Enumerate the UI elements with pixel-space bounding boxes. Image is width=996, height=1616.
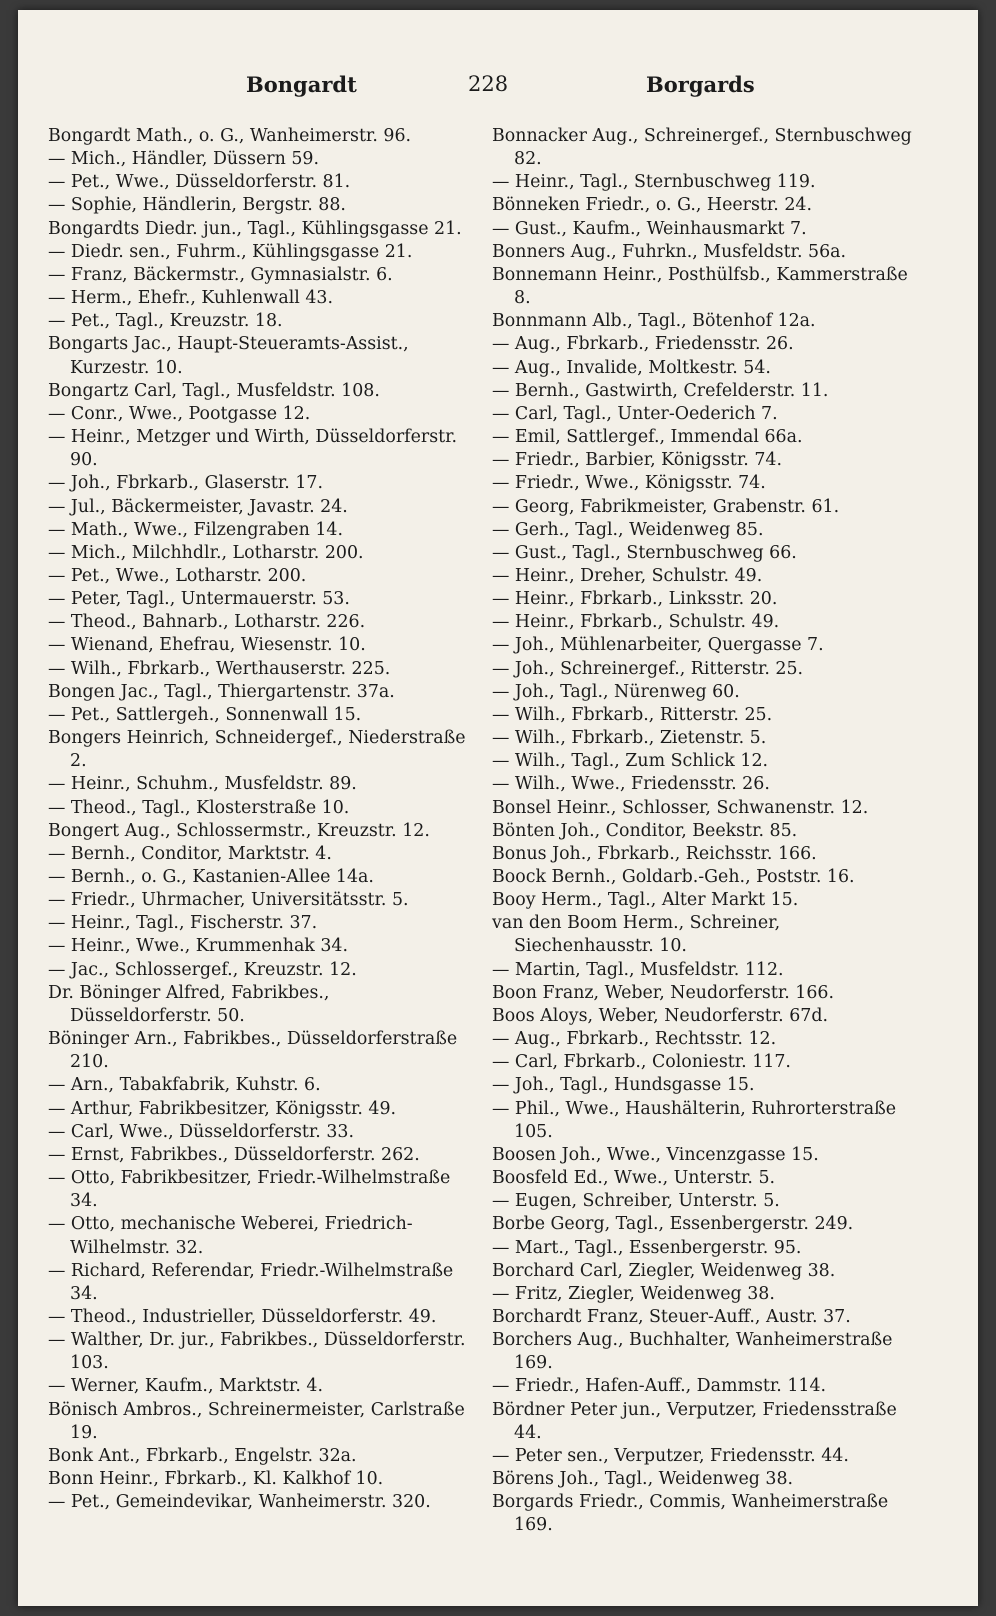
directory-entry: — Heinr., Metzger und Wirth, Düsseldorferstr. 90. bbox=[48, 427, 458, 471]
directory-entry: — Bernh., Gastwirth, Crefelderstr. 11. bbox=[492, 380, 829, 401]
directory-entry: — Peter, Tagl., Untermauerstr. 53. bbox=[48, 589, 350, 610]
directory-entry: Borchers Aug., Buchhalter, Wanheimerstraße 169. bbox=[492, 1330, 893, 1374]
header-right-keyword: Borgards bbox=[646, 72, 755, 97]
directory-entry: — Heinr., Tagl., Sternbuschweg 119. bbox=[492, 172, 816, 193]
directory-entry: — Pet., Sattlergeh., Sonnenwall 15. bbox=[48, 704, 362, 725]
directory-entry: — Pet., Gemeindevikar, Wanheimerstr. 320. bbox=[48, 1492, 431, 1513]
directory-entry: — Arn., Tabakfabrik, Kuhstr. 6. bbox=[48, 1075, 321, 1096]
directory-entry: Bongardt Math., o. G., Wanheimerstr. 96. bbox=[48, 126, 412, 146]
directory-entry: Boosen Joh., Wwe., Vincenzgasse 15. bbox=[492, 1144, 819, 1165]
directory-entry: — Aug., Invalide, Moltkestr. 54. bbox=[492, 357, 771, 378]
directory-entry: — Heinr., Fbrkarb., Linksstr. 20. bbox=[492, 589, 778, 610]
header-left-keyword: Bongardt bbox=[246, 72, 357, 97]
directory-entry: — Peter sen., Verputzer, Friedensstr. 44. bbox=[492, 1445, 849, 1466]
directory-entry: Bonsel Heinr., Schlosser, Schwanenstr. 12. bbox=[492, 797, 869, 818]
directory-entry: — Heinr., Wwe., Krummenhak 34. bbox=[48, 936, 349, 957]
directory-entry: — Franz, Bäckermstr., Gymnasialstr. 6. bbox=[48, 264, 393, 285]
directory-entry: — Heinr., Tagl., Fischerstr. 37. bbox=[48, 913, 318, 934]
directory-entry: — Mart., Tagl., Essenbergerstr. 95. bbox=[492, 1237, 802, 1258]
directory-entry: Borchardt Franz, Steuer-Auff., Austr. 37. bbox=[492, 1306, 851, 1327]
directory-entry: — Theod., Bahnarb., Lotharstr. 226. bbox=[48, 612, 366, 633]
directory-entry: — Otto, Fabrikbesitzer, Friedr.-Wilhelmstraße 34. bbox=[48, 1168, 451, 1212]
directory-entry: — Math., Wwe., Filzengraben 14. bbox=[48, 519, 343, 540]
directory-entry: Bonnmann Alb., Tagl., Bötenhof 12a. bbox=[492, 311, 816, 332]
directory-entry: — Wilh., Fbrkarb., Ritterstr. 25. bbox=[492, 704, 773, 725]
directory-entry: Bönisch Ambros., Schreinermeister, Carlstraße 19. bbox=[48, 1399, 465, 1443]
directory-entry: Bördner Peter jun., Verputzer, Friedensstraße 44. bbox=[492, 1399, 897, 1443]
directory-entry: — Bernh., o. G., Kastanien-Allee 14a. bbox=[48, 867, 374, 887]
directory-entry: — Jul., Bäckermeister, Javastr. 24. bbox=[48, 496, 348, 517]
left-column bbox=[48, 125, 468, 1514]
directory-entry: — Gust., Kaufm., Weinhausmarkt 7. bbox=[492, 218, 807, 239]
directory-entry: Borgards Friedr., Commis, Wanheimerstraße 169. bbox=[492, 1492, 889, 1536]
directory-entry: Börens Joh., Tagl., Weidenweg 38. bbox=[492, 1469, 794, 1490]
directory-entry: — Emil, Sattlergef., Immendal 66a. bbox=[492, 427, 803, 448]
directory-entry: — Theod., Industrieller, Düsseldorferstr. 49. bbox=[48, 1306, 437, 1327]
directory-entry: — Mich., Milchhdlr., Lotharstr. 200. bbox=[48, 542, 364, 563]
directory-entry: Bönten Joh., Conditor, Beekstr. 85. bbox=[492, 820, 798, 841]
directory-entry: — Joh., Mühlenarbeiter, Quergasse 7. bbox=[492, 635, 824, 656]
page-number: 228 bbox=[468, 72, 509, 96]
directory-entry: Bongen Jac., Tagl., Thiergartenstr. 37a. bbox=[48, 681, 395, 702]
directory-entry: Bonners Aug., Fuhrkn., Musfeldstr. 56a. bbox=[492, 241, 847, 262]
directory-entry: Bonn Heinr., Fbrkarb., Kl. Kalkhof 10. bbox=[48, 1469, 384, 1490]
directory-entry: Bonnemann Heinr., Posthülfsb., Kammerstraße 8. bbox=[492, 264, 908, 309]
directory-entry: Bönneken Friedr., o. G., Heerstr. 24. bbox=[492, 195, 813, 216]
directory-entry: — Gust., Tagl., Sternbuschweg 66. bbox=[492, 542, 797, 563]
directory-entry: — Heinr., Fbrkarb., Schulstr. 49. bbox=[492, 612, 780, 633]
directory-entry: Boos Aloys, Weber, Neudorferstr. 67d. bbox=[492, 1005, 829, 1026]
directory-entry: — Heinr., Schuhm., Musfeldstr. 89. bbox=[48, 774, 357, 795]
directory-entry: — Ernst, Fabrikbes., Düsseldorferstr. 262. bbox=[48, 1144, 420, 1165]
directory-entry: — Pet., Tagl., Kreuzstr. 18. bbox=[48, 311, 283, 332]
directory-entry: — Mich., Händler, Düssern 59. bbox=[48, 149, 319, 170]
directory-entry: Bongers Heinrich, Schneidergef., Niederstraße 2. bbox=[48, 728, 466, 772]
right-column bbox=[492, 125, 912, 1538]
page-header bbox=[18, 72, 978, 102]
directory-page bbox=[18, 10, 978, 1606]
directory-entry: Bonk Ant., Fbrkarb., Engelstr. 32a. bbox=[48, 1445, 357, 1466]
directory-entry: — Carl, Fbrkarb., Coloniestr. 117. bbox=[492, 1052, 791, 1073]
directory-entry: Bongardts Diedr. jun., Tagl., Kühlingsgasse 21. bbox=[48, 218, 462, 239]
directory-entry: — Joh., Schreinergef., Ritterstr. 25. bbox=[492, 658, 804, 679]
directory-entry: — Wilh., Fbrkarb., Werthauserstr. 225. bbox=[48, 658, 391, 679]
directory-entry: — Wienand, Ehefrau, Wiesenstr. 10. bbox=[48, 635, 366, 656]
directory-entry: — Joh., Fbrkarb., Glaserstr. 17. bbox=[48, 473, 323, 494]
directory-entry: — Phil., Wwe., Haushälterin, Ruhrorterstraße 105. bbox=[492, 1098, 897, 1142]
directory-entry: Bongarts Jac., Haupt-Steueramts-Assist., Kurzestr. 10. bbox=[48, 334, 409, 378]
directory-entry: — Friedr., Uhrmacher, Universitätsstr. 5. bbox=[48, 890, 409, 911]
directory-entry: Bongartz Carl, Tagl., Musfeldstr. 108. bbox=[48, 380, 380, 401]
directory-entry: — Pet., Wwe., Düsseldorferstr. 81. bbox=[48, 172, 351, 193]
directory-entry: — Wilh., Wwe., Friedensstr. 26. bbox=[492, 774, 770, 795]
directory-entry: — Joh., Tagl., Hundsgasse 15. bbox=[492, 1075, 755, 1096]
directory-entry: Bonnacker Aug., Schreinergef., Sternbuschweg 82. bbox=[492, 126, 912, 170]
directory-entry: — Wilh., Tagl., Zum Schlick 12. bbox=[492, 751, 769, 772]
directory-entry: Borchard Carl, Ziegler, Weidenweg 38. bbox=[492, 1260, 836, 1281]
directory-entry: — Eugen, Schreiber, Unterstr. 5. bbox=[492, 1191, 780, 1212]
directory-entry: — Martin, Tagl., Musfeldstr. 112. bbox=[492, 959, 784, 980]
directory-entry: Boosfeld Ed., Wwe., Unterstr. 5. bbox=[492, 1168, 776, 1189]
directory-entry: — Heinr., Dreher, Schulstr. 49. bbox=[492, 565, 763, 586]
directory-entry: van den Boom Herm., Schreiner, Siechenhausstr. 10. bbox=[492, 913, 781, 957]
directory-entry: — Werner, Kaufm., Marktstr. 4. bbox=[48, 1376, 323, 1397]
directory-entry: — Walther, Dr. jur., Fabrikbes., Düsseldorferstr. 103. bbox=[48, 1330, 466, 1374]
directory-entry: Bongert Aug., Schlossermstr., Kreuzstr. 12. bbox=[48, 820, 430, 841]
directory-entry: — Richard, Referendar, Friedr.-Wilhelmstraße 34. bbox=[48, 1260, 454, 1304]
directory-entry: Böninger Arn., Fabrikbes., Düsseldorferstraße 210. bbox=[48, 1029, 458, 1073]
directory-entry: — Jac., Schlossergef., Kreuzstr. 12. bbox=[48, 959, 357, 980]
directory-entry: — Aug., Fbrkarb., Rechtsstr. 12. bbox=[492, 1029, 777, 1050]
directory-entry: Bonus Joh., Fbrkarb., Reichsstr. 166. bbox=[492, 843, 817, 864]
directory-entry: — Georg, Fabrikmeister, Grabenstr. 61. bbox=[492, 496, 840, 517]
directory-entry: — Friedr., Hafen-Auff., Dammstr. 114. bbox=[492, 1376, 827, 1397]
directory-entry: — Sophie, Händlerin, Bergstr. 88. bbox=[48, 195, 346, 216]
directory-entry: — Pet., Wwe., Lotharstr. 200. bbox=[48, 565, 307, 586]
directory-entry: — Aug., Fbrkarb., Friedensstr. 26. bbox=[492, 334, 794, 355]
directory-entry: — Herm., Ehefr., Kuhlenwall 43. bbox=[48, 288, 333, 309]
directory-entry: — Gerh., Tagl., Weidenweg 85. bbox=[492, 519, 764, 540]
directory-entry: Dr. Böninger Alfred, Fabrikbes., Düsseldorferstr. 50. bbox=[48, 982, 330, 1026]
directory-entry: — Diedr. sen., Fuhrm., Kühlingsgasse 21. bbox=[48, 241, 413, 262]
directory-entry: — Friedr., Barbier, Königsstr. 74. bbox=[492, 450, 783, 471]
directory-entry: — Bernh., Conditor, Marktstr. 4. bbox=[48, 843, 332, 864]
directory-entry: Borbe Georg, Tagl., Essenbergerstr. 249. bbox=[492, 1214, 854, 1235]
directory-entry: — Wilh., Fbrkarb., Zietenstr. 5. bbox=[492, 728, 767, 749]
directory-entry: — Friedr., Wwe., Königsstr. 74. bbox=[492, 473, 766, 494]
directory-entry: — Arthur, Fabrikbesitzer, Königsstr. 49. bbox=[48, 1098, 397, 1119]
directory-entry: Booy Herm., Tagl., Alter Markt 15. bbox=[492, 890, 799, 911]
directory-entry: — Otto, mechanische Weberei, Friedrich-Wilhelmstr. 32. bbox=[48, 1214, 413, 1258]
directory-entry: Boock Bernh., Goldarb.-Geh., Poststr. 16. bbox=[492, 867, 855, 887]
directory-entry: — Theod., Tagl., Klosterstraße 10. bbox=[48, 797, 350, 818]
directory-entry: — Fritz, Ziegler, Weidenweg 38. bbox=[492, 1283, 775, 1304]
directory-entry: — Conr., Wwe., Pootgasse 12. bbox=[48, 403, 311, 424]
directory-entry: — Carl, Wwe., Düsseldorferstr. 33. bbox=[48, 1121, 354, 1142]
directory-entry: — Joh., Tagl., Nürenweg 60. bbox=[492, 681, 740, 702]
directory-entry: Boon Franz, Weber, Neudorferstr. 166. bbox=[492, 982, 835, 1003]
directory-entry: — Carl, Tagl., Unter-Oederich 7. bbox=[492, 403, 778, 424]
